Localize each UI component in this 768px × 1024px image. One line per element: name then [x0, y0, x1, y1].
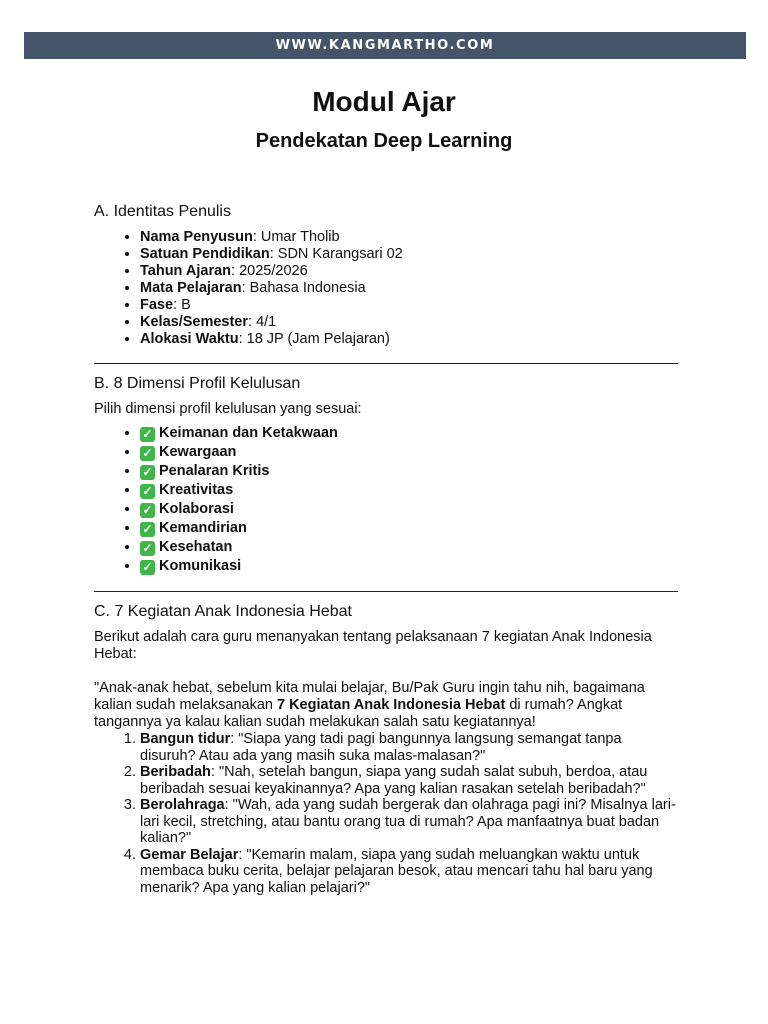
dimensi-item	[140, 557, 678, 576]
section-divider	[94, 363, 678, 364]
kegiatan-list	[94, 731, 678, 896]
dimensi-label: Kesehatan	[159, 539, 233, 555]
quote-emphasis: 7 Kegiatan Anak Indonesia Hebat	[276, 697, 506, 713]
section-c-heading: C. 7 Kegiatan Anak Indonesia Hebat	[94, 603, 352, 620]
identity-label: Fase	[140, 297, 174, 313]
dimensi-label: Kewargaan	[159, 444, 237, 460]
identity-item	[140, 263, 678, 280]
identity-label: Satuan Pendidikan	[140, 246, 270, 262]
section-b-heading: B. 8 Dimensi Profil Kelulusan	[94, 375, 301, 392]
identity-item	[140, 280, 678, 297]
identity-value: : B	[173, 297, 191, 313]
document-body	[94, 202, 678, 896]
identity-value: : Umar Tholib	[252, 229, 340, 245]
dimensi-label: Kolaborasi	[159, 501, 234, 517]
kegiatan-label: Beribadah	[140, 764, 211, 780]
dimensi-label: Komunikasi	[159, 558, 242, 574]
site-url: WWW.KANGMARTHO.COM	[275, 38, 495, 53]
identity-item	[140, 246, 678, 263]
identity-label: Alokasi Waktu	[140, 331, 239, 347]
kegiatan-item	[140, 797, 678, 847]
section-a-heading: A. Identitas Penulis	[94, 203, 231, 220]
dimensi-item	[140, 443, 678, 462]
check-mark-icon: ✓	[140, 503, 155, 518]
teacher-quote	[94, 680, 678, 731]
kegiatan-item	[140, 764, 678, 797]
site-banner	[24, 32, 746, 59]
dimensi-item	[140, 519, 678, 538]
kegiatan-label: Bangun tidur	[140, 731, 231, 747]
dimensi-item	[140, 424, 678, 443]
dimensi-item	[140, 462, 678, 481]
identity-value: : 4/1	[248, 314, 277, 330]
dimensi-item	[140, 481, 678, 500]
identity-value: : Bahasa Indonesia	[241, 280, 366, 296]
section-kegiatan	[94, 602, 678, 896]
identity-label: Kelas/Semester	[140, 314, 249, 330]
identity-label: Nama Penyusun	[140, 229, 253, 245]
check-mark-icon: ✓	[140, 484, 155, 499]
section-b-intro: Pilih dimensi profil kelulusan yang sesuai:	[94, 401, 362, 417]
kegiatan-item	[140, 847, 678, 897]
identity-label: Tahun Ajaran	[140, 263, 232, 279]
check-mark-icon: ✓	[140, 522, 155, 537]
identity-item	[140, 229, 678, 246]
identity-value: : SDN Karangsari 02	[269, 246, 403, 262]
identity-item	[140, 331, 678, 348]
quote-text: "Anak-anak hebat, sebelum kita mulai belajar, Bu/Pak Guru ingin tahu nih, bagaimana kalian sudah melaksanakan	[94, 680, 645, 713]
kegiatan-text: : "Wah, ada yang sudah bergerak dan olahraga pagi ini? Misalnya lari-lari kecil, stretching, atau bantu orang tua di rumah? Apa manfaatnya buat badan kalian?"	[140, 797, 676, 846]
identity-item	[140, 314, 678, 331]
check-mark-icon: ✓	[140, 465, 155, 480]
identity-item	[140, 297, 678, 314]
kegiatan-text: : "Kemarin malam, siapa yang sudah meluangkan waktu untuk membaca buku cerita, belajar pelajaran besok, atau mencari tahu hal baru yang menarik? Apa yang kalian pelajari?"	[140, 846, 653, 896]
page-subtitle: Pendekatan Deep Learning	[255, 130, 513, 152]
check-mark-icon: ✓	[140, 446, 155, 461]
dimensi-item	[140, 500, 678, 519]
dimensi-list	[94, 424, 678, 576]
identity-value: : 2025/2026	[231, 263, 308, 279]
dimensi-label: Keimanan dan Ketakwaan	[159, 425, 338, 441]
check-mark-icon: ✓	[140, 541, 155, 556]
check-mark-icon: ✓	[140, 560, 155, 575]
section-dimensi	[94, 374, 678, 576]
identity-label: Mata Pelajaran	[140, 280, 242, 296]
identity-list	[94, 229, 678, 348]
section-c-intro: Berikut adalah cara guru menanyakan tentang pelaksanaan 7 kegiatan Anak Indonesia Hebat:	[94, 629, 652, 662]
page-title: Modul Ajar	[312, 86, 456, 117]
dimensi-label: Penalaran Kritis	[159, 463, 270, 479]
dimensi-label: Kemandirian	[159, 520, 247, 536]
identity-value: : 18 JP (Jam Pelajaran)	[238, 331, 390, 347]
section-identitas	[94, 202, 678, 348]
kegiatan-label: Berolahraga	[140, 797, 225, 813]
kegiatan-text: : "Siapa yang tadi pagi bangunnya langsung semangat tanpa disuruh? Atau ada yang masih suka malas-malasan?"	[140, 731, 622, 764]
kegiatan-item	[140, 731, 678, 764]
dimensi-item	[140, 538, 678, 557]
section-divider	[94, 591, 678, 592]
kegiatan-text: : "Nah, setelah bangun, siapa yang sudah salat subuh, berdoa, atau beribadah sesuai keyakinannya? Apa yang kalian rasakan setelah beribadah?"	[140, 764, 648, 797]
kegiatan-label: Gemar Belajar	[140, 846, 239, 863]
dimensi-label: Kreativitas	[159, 482, 234, 498]
quote-text: di rumah? Angkat tangannya ya kalau kalian sudah melakukan salah satu kegiatannya!	[94, 697, 623, 730]
check-mark-icon: ✓	[140, 427, 155, 442]
